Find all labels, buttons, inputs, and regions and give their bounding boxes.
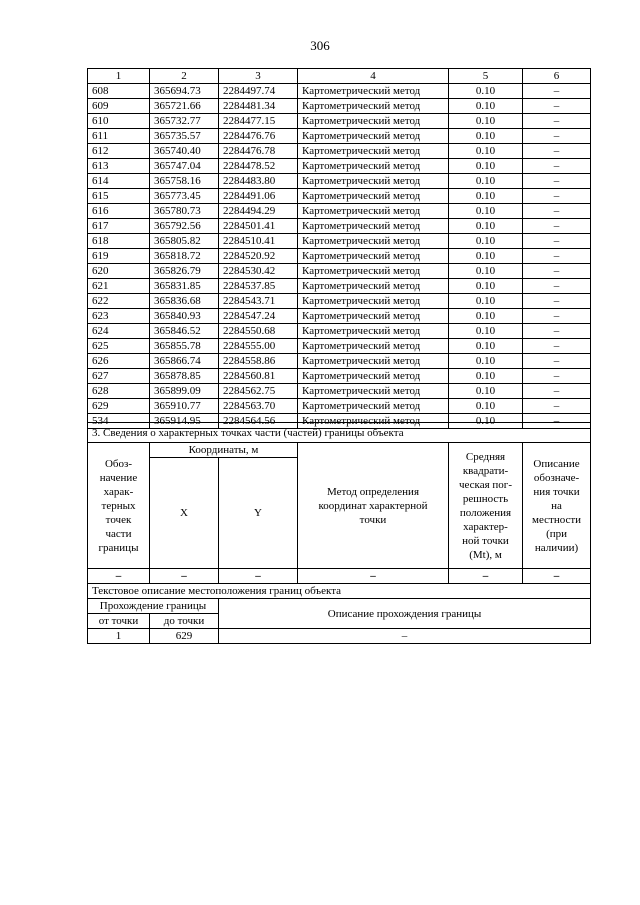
table-row [88, 219, 591, 234]
description-cell: – [523, 414, 591, 429]
accuracy-cell: 0.10 [449, 354, 523, 369]
x-coordinate-cell: 365721.66 [150, 99, 219, 114]
table-row [88, 99, 591, 114]
x-coordinate-cell: 365694.73 [150, 84, 219, 99]
method-cell: Картометрический метод [298, 189, 449, 204]
point-number-cell: 613 [88, 159, 150, 174]
point-number-cell: 612 [88, 144, 150, 159]
empty-cell: – [449, 569, 523, 584]
route-description-header: Описание прохождения границы [219, 599, 591, 629]
method-cell: Картометрический метод [298, 294, 449, 309]
table-row [88, 114, 591, 129]
empty-cell: – [298, 569, 449, 584]
y-coordinate-cell: 2284537.85 [219, 279, 298, 294]
x-coordinate-cell: 365840.93 [150, 309, 219, 324]
table-row [88, 294, 591, 309]
accuracy-cell: 0.10 [449, 249, 523, 264]
accuracy-cell: 0.10 [449, 339, 523, 354]
to-point-header: до точки [150, 614, 219, 629]
x-coordinate-cell: 365818.72 [150, 249, 219, 264]
method-cell: Картометрический метод [298, 339, 449, 354]
column-header: 6 [523, 69, 591, 84]
accuracy-cell: 0.10 [449, 114, 523, 129]
from-point-cell: 1 [88, 629, 150, 644]
accuracy-cell: 0.10 [449, 84, 523, 99]
method-cell: Картометрический метод [298, 129, 449, 144]
point-number-cell: 618 [88, 234, 150, 249]
y-coordinate-cell: 2284547.24 [219, 309, 298, 324]
accuracy-cell: 0.10 [449, 129, 523, 144]
column-header: 3 [219, 69, 298, 84]
point-number-cell: 626 [88, 354, 150, 369]
table-row [88, 264, 591, 279]
accuracy-cell: 0.10 [449, 174, 523, 189]
point-number-cell: 629 [88, 399, 150, 414]
y-coordinate-cell: 2284563.70 [219, 399, 298, 414]
description-cell: – [523, 234, 591, 249]
point-number-cell: 621 [88, 279, 150, 294]
y-coordinate-cell: 2284501.41 [219, 219, 298, 234]
description-cell: – [523, 369, 591, 384]
x-coordinate-cell: 365826.79 [150, 264, 219, 279]
point-number-cell: 620 [88, 264, 150, 279]
accuracy-cell: 0.10 [449, 324, 523, 339]
y-coordinate-cell: 2284564.56 [219, 414, 298, 429]
x-coordinate-cell: 365836.68 [150, 294, 219, 309]
point-number-cell: 616 [88, 204, 150, 219]
accuracy-cell: 0.10 [449, 219, 523, 234]
accuracy-cell: 0.10 [449, 309, 523, 324]
route-header: Прохождение границы [88, 599, 219, 614]
y-coordinate-cell: 2284478.52 [219, 159, 298, 174]
table-row [88, 339, 591, 354]
point-number-cell: 624 [88, 324, 150, 339]
empty-cell: – [219, 569, 298, 584]
coordinates-header: Координаты, м [150, 443, 298, 458]
empty-cell: – [88, 569, 150, 584]
section-title-row [88, 423, 591, 443]
x-coordinate-cell: 365866.74 [150, 354, 219, 369]
x-coordinate-cell: 365780.73 [150, 204, 219, 219]
description-cell: – [523, 354, 591, 369]
x-coordinate-cell: 365878.85 [150, 369, 219, 384]
y-coordinate-cell: 2284494.29 [219, 204, 298, 219]
table-row [88, 129, 591, 144]
empty-cell: – [150, 569, 219, 584]
method-cell: Картометрический метод [298, 369, 449, 384]
accuracy-cell: 0.10 [449, 144, 523, 159]
y-coordinate-cell: 2284476.78 [219, 144, 298, 159]
method-cell: Картометрический метод [298, 264, 449, 279]
point-number-cell: 622 [88, 294, 150, 309]
x-coordinate-cell: 365735.57 [150, 129, 219, 144]
x-coordinate-cell: 365773.45 [150, 189, 219, 204]
method-cell: Картометрический метод [298, 249, 449, 264]
parts-points-table [87, 422, 591, 644]
text-description-title: Текстовое описание местоположения границ объекта [88, 584, 591, 599]
description-cell: – [523, 294, 591, 309]
description-cell: – [523, 144, 591, 159]
accuracy-cell: 0.10 [449, 399, 523, 414]
point-number-cell: 619 [88, 249, 150, 264]
method-cell: Картометрический метод [298, 234, 449, 249]
method-cell: Картометрический метод [298, 114, 449, 129]
point-number-cell: 610 [88, 114, 150, 129]
table-row [88, 204, 591, 219]
y-coordinate-cell: 2284555.00 [219, 339, 298, 354]
y-coordinate-cell: 2284491.06 [219, 189, 298, 204]
y-coordinate-cell: 2284530.42 [219, 264, 298, 279]
accuracy-cell: 0.10 [449, 279, 523, 294]
point-number-cell: 609 [88, 99, 150, 114]
x-coordinate-cell: 365792.56 [150, 219, 219, 234]
description-cell: – [523, 114, 591, 129]
description-cell: – [523, 219, 591, 234]
table-row [88, 384, 591, 399]
method-cell: Картометрический метод [298, 324, 449, 339]
accuracy-cell: 0.10 [449, 99, 523, 114]
page-number: 306 [310, 38, 330, 53]
y-coordinate-cell: 2284476.76 [219, 129, 298, 144]
table-row [88, 189, 591, 204]
method-cell: Картометрический метод [298, 159, 449, 174]
x-coordinate-cell: 365899.09 [150, 384, 219, 399]
description-cell: – [523, 204, 591, 219]
x-coordinate-cell: 365914.95 [150, 414, 219, 429]
column-header: 1 [88, 69, 150, 84]
point-number-cell: 534 [88, 414, 150, 429]
y-coordinate-cell: 2284477.15 [219, 114, 298, 129]
description-cell: – [523, 324, 591, 339]
y-coordinate-cell: 2284562.75 [219, 384, 298, 399]
accuracy-cell: 0.10 [449, 384, 523, 399]
table-row [88, 144, 591, 159]
x-coordinate-cell: 365805.82 [150, 234, 219, 249]
description-header: Описание обозначе- ния точки на местности (при наличии) [523, 443, 591, 569]
method-header: Метод определения координат характерной точки [298, 443, 449, 569]
empty-data-row [88, 569, 591, 584]
point-number-cell: 614 [88, 174, 150, 189]
description-cell: – [523, 339, 591, 354]
description-cell: – [523, 384, 591, 399]
method-cell: Картометрический метод [298, 84, 449, 99]
table-header-row [88, 69, 591, 84]
table-row [88, 249, 591, 264]
method-cell: Картометрический метод [298, 144, 449, 159]
description-cell: – [523, 174, 591, 189]
point-number-cell: 623 [88, 309, 150, 324]
accuracy-cell: 0.10 [449, 159, 523, 174]
y-coordinate-cell: 2284560.81 [219, 369, 298, 384]
to-point-cell: 629 [150, 629, 219, 644]
point-number-cell: 627 [88, 369, 150, 384]
table-row [88, 234, 591, 249]
method-cell: Картометрический метод [298, 309, 449, 324]
x-coordinate-cell: 365831.85 [150, 279, 219, 294]
method-cell: Картометрический метод [298, 219, 449, 234]
y-coordinate-cell: 2284543.71 [219, 294, 298, 309]
accuracy-cell: 0.10 [449, 294, 523, 309]
method-cell: Картометрический метод [298, 399, 449, 414]
description-cell: – [523, 264, 591, 279]
y-coordinate-cell: 2284510.41 [219, 234, 298, 249]
table-row [88, 324, 591, 339]
description-cell: – [523, 309, 591, 324]
route-description-cell: – [219, 629, 591, 644]
table-row [88, 159, 591, 174]
description-cell: – [523, 249, 591, 264]
column-header: 5 [449, 69, 523, 84]
from-point-header: от точки [88, 614, 150, 629]
table-row [88, 174, 591, 189]
y-coordinate-cell: 2284481.34 [219, 99, 298, 114]
y-coordinate-cell: 2284550.68 [219, 324, 298, 339]
accuracy-cell: 0.10 [449, 234, 523, 249]
x-coordinate-cell: 365747.04 [150, 159, 219, 174]
table-row [88, 309, 591, 324]
method-cell: Картометрический метод [298, 414, 449, 429]
accuracy-header: Средняя квадрати- ческая пог- решность положения характер- ной точки (Mt), м [449, 443, 523, 569]
table-row [88, 354, 591, 369]
table-row [88, 369, 591, 384]
text-description-title-row [88, 584, 591, 599]
description-cell: – [523, 189, 591, 204]
x-coordinate-cell: 365740.40 [150, 144, 219, 159]
table-row [88, 399, 591, 414]
column-header: 2 [150, 69, 219, 84]
coordinates-table [87, 68, 591, 429]
method-cell: Картометрический метод [298, 99, 449, 114]
x-coordinate-cell: 365910.77 [150, 399, 219, 414]
point-label-header: Обоз- начение харак- терных точек части границы [88, 443, 150, 569]
point-number-cell: 611 [88, 129, 150, 144]
x-coordinate-cell: 365758.16 [150, 174, 219, 189]
point-number-cell: 628 [88, 384, 150, 399]
method-cell: Картометрический метод [298, 204, 449, 219]
point-number-cell: 615 [88, 189, 150, 204]
point-number-cell: 617 [88, 219, 150, 234]
description-cell: – [523, 129, 591, 144]
method-cell: Картометрический метод [298, 279, 449, 294]
description-cell: – [523, 279, 591, 294]
y-header: Y [219, 458, 298, 569]
y-coordinate-cell: 2284497.74 [219, 84, 298, 99]
section-title: 3. Сведения о характерных точках части (частей) границы объекта [88, 423, 591, 443]
accuracy-cell: 0.10 [449, 414, 523, 429]
point-number-cell: 608 [88, 84, 150, 99]
y-coordinate-cell: 2284483.80 [219, 174, 298, 189]
accuracy-cell: 0.10 [449, 369, 523, 384]
x-coordinate-cell: 365732.77 [150, 114, 219, 129]
method-cell: Картометрический метод [298, 354, 449, 369]
x-header: X [150, 458, 219, 569]
empty-cell: – [523, 569, 591, 584]
column-header: 4 [298, 69, 449, 84]
description-cell: – [523, 159, 591, 174]
x-coordinate-cell: 365855.78 [150, 339, 219, 354]
accuracy-cell: 0.10 [449, 204, 523, 219]
point-number-cell: 625 [88, 339, 150, 354]
x-coordinate-cell: 365846.52 [150, 324, 219, 339]
method-cell: Картометрический метод [298, 174, 449, 189]
y-coordinate-cell: 2284558.86 [219, 354, 298, 369]
table-row [88, 279, 591, 294]
accuracy-cell: 0.10 [449, 189, 523, 204]
description-cell: – [523, 84, 591, 99]
description-cell: – [523, 99, 591, 114]
route-row [88, 629, 591, 644]
method-cell: Картометрический метод [298, 384, 449, 399]
table-row [88, 84, 591, 99]
accuracy-cell: 0.10 [449, 264, 523, 279]
description-cell: – [523, 399, 591, 414]
y-coordinate-cell: 2284520.92 [219, 249, 298, 264]
